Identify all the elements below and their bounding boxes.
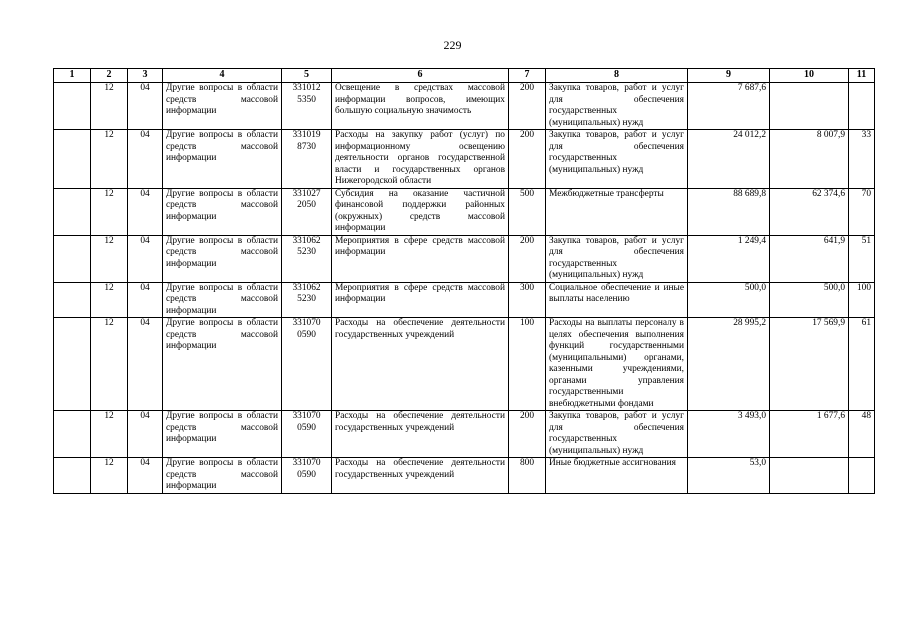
cell-subsection: 04: [128, 458, 163, 494]
cell-percent: 51: [849, 235, 875, 282]
page-number: 229: [443, 38, 462, 52]
cell-section: 12: [91, 411, 128, 458]
cell-target-name: Мероприятия в сфере средств массовой информации: [332, 282, 509, 318]
cell-target-code: 331070 0590: [282, 458, 332, 494]
cell-plan: 7 687,6: [688, 83, 770, 130]
cell-target-code: 331062 5230: [282, 235, 332, 282]
table-row: [54, 188, 875, 235]
budget-table: [53, 68, 875, 494]
cell-plan: 1 249,4: [688, 235, 770, 282]
cell-expense-code: 100: [509, 318, 546, 411]
table-row: [54, 282, 875, 318]
cell-expense-name: Расходы на выплаты персоналу в целях обеспечения выполнения функций государственными (муниципальными) органами, казенными учреждениями, органами управления государственными внебюджетными фондами: [546, 318, 688, 411]
cell-target-name: Расходы на закупку работ (услуг) по информационному освещению деятельности органов государственной власти и государственных органов Нижегородской области: [332, 130, 509, 189]
col-header: 3: [128, 69, 163, 83]
table-row: [54, 458, 875, 494]
cell-section: 12: [91, 235, 128, 282]
table-row: [54, 130, 875, 189]
cell-actual: 1 677,6: [770, 411, 849, 458]
table-row: [54, 235, 875, 282]
cell-expense-name: Закупка товаров, работ и услуг для обеспечения государственных (муниципальных) нужд: [546, 130, 688, 189]
cell-target-name: Освещение в средствах массовой информации вопросов, имеющих большую социальную значимость: [332, 83, 509, 130]
cell-subsection-name: Другие вопросы в области средств массовой информации: [163, 411, 282, 458]
cell-percent: 48: [849, 411, 875, 458]
cell-subsection-name: Другие вопросы в области средств массовой информации: [163, 83, 282, 130]
cell-target-code: 331019 8730: [282, 130, 332, 189]
cell-col1: [54, 318, 91, 411]
cell-target-code: 331012 5350: [282, 83, 332, 130]
cell-col1: [54, 411, 91, 458]
cell-target-name: Субсидия на оказание частичной финансовой поддержки районных (окружных) средств массовой информации: [332, 188, 509, 235]
cell-subsection-name: Другие вопросы в области средств массовой информации: [163, 318, 282, 411]
cell-section: 12: [91, 188, 128, 235]
cell-expense-code: 200: [509, 235, 546, 282]
cell-expense-name: Иные бюджетные ассигнования: [546, 458, 688, 494]
cell-actual: 8 007,9: [770, 130, 849, 189]
cell-subsection: 04: [128, 130, 163, 189]
cell-target-code: 331027 2050: [282, 188, 332, 235]
cell-percent: [849, 83, 875, 130]
cell-expense-code: 200: [509, 83, 546, 130]
col-header: 2: [91, 69, 128, 83]
cell-expense-name: Социальное обеспечение и иные выплаты населению: [546, 282, 688, 318]
cell-percent: 70: [849, 188, 875, 235]
cell-plan: 88 689,8: [688, 188, 770, 235]
cell-col1: [54, 188, 91, 235]
cell-actual: 641,9: [770, 235, 849, 282]
cell-section: 12: [91, 130, 128, 189]
cell-subsection: 04: [128, 411, 163, 458]
cell-subsection: 04: [128, 318, 163, 411]
cell-target-code: 331070 0590: [282, 411, 332, 458]
cell-col1: [54, 130, 91, 189]
col-header: 6: [332, 69, 509, 83]
col-header: 8: [546, 69, 688, 83]
cell-subsection: 04: [128, 282, 163, 318]
cell-actual: 62 374,6: [770, 188, 849, 235]
cell-actual: [770, 83, 849, 130]
cell-target-code: 331062 5230: [282, 282, 332, 318]
table-body: [54, 83, 875, 494]
cell-expense-name: Закупка товаров, работ и услуг для обеспечения государственных (муниципальных) нужд: [546, 411, 688, 458]
cell-plan: 3 493,0: [688, 411, 770, 458]
cell-section: 12: [91, 83, 128, 130]
cell-plan: 500,0: [688, 282, 770, 318]
cell-expense-code: 800: [509, 458, 546, 494]
cell-plan: 28 995,2: [688, 318, 770, 411]
col-header: 10: [770, 69, 849, 83]
cell-percent: 100: [849, 282, 875, 318]
cell-subsection-name: Другие вопросы в области средств массовой информации: [163, 282, 282, 318]
cell-target-name: Расходы на обеспечение деятельности государственных учреждений: [332, 411, 509, 458]
col-header: 9: [688, 69, 770, 83]
cell-expense-name: Закупка товаров, работ и услуг для обеспечения государственных (муниципальных) нужд: [546, 235, 688, 282]
col-header: 5: [282, 69, 332, 83]
col-header: 1: [54, 69, 91, 83]
cell-subsection-name: Другие вопросы в области средств массовой информации: [163, 130, 282, 189]
cell-subsection: 04: [128, 83, 163, 130]
cell-subsection-name: Другие вопросы в области средств массовой информации: [163, 458, 282, 494]
cell-expense-name: Закупка товаров, работ и услуг для обеспечения государственных (муниципальных) нужд: [546, 83, 688, 130]
cell-actual: 17 569,9: [770, 318, 849, 411]
cell-subsection: 04: [128, 235, 163, 282]
col-header: 4: [163, 69, 282, 83]
cell-col1: [54, 83, 91, 130]
col-header: 7: [509, 69, 546, 83]
col-header: 11: [849, 69, 875, 83]
cell-col1: [54, 235, 91, 282]
cell-col1: [54, 458, 91, 494]
header-row: [54, 69, 875, 83]
table-row: [54, 318, 875, 411]
cell-subsection-name: Другие вопросы в области средств массовой информации: [163, 188, 282, 235]
cell-subsection: 04: [128, 188, 163, 235]
cell-section: 12: [91, 282, 128, 318]
cell-expense-code: 200: [509, 411, 546, 458]
cell-expense-code: 500: [509, 188, 546, 235]
table-row: [54, 411, 875, 458]
cell-expense-code: 300: [509, 282, 546, 318]
cell-plan: 24 012,2: [688, 130, 770, 189]
cell-percent: 61: [849, 318, 875, 411]
cell-expense-name: Межбюджетные трансферты: [546, 188, 688, 235]
cell-target-code: 331070 0590: [282, 318, 332, 411]
cell-percent: 33: [849, 130, 875, 189]
cell-section: 12: [91, 318, 128, 411]
cell-target-name: Расходы на обеспечение деятельности государственных учреждений: [332, 458, 509, 494]
cell-section: 12: [91, 458, 128, 494]
cell-actual: [770, 458, 849, 494]
cell-plan: 53,0: [688, 458, 770, 494]
cell-subsection-name: Другие вопросы в области средств массовой информации: [163, 235, 282, 282]
cell-actual: 500,0: [770, 282, 849, 318]
cell-percent: [849, 458, 875, 494]
table-row: [54, 83, 875, 130]
cell-target-name: Расходы на обеспечение деятельности государственных учреждений: [332, 318, 509, 411]
cell-expense-code: 200: [509, 130, 546, 189]
cell-col1: [54, 282, 91, 318]
cell-target-name: Мероприятия в сфере средств массовой информации: [332, 235, 509, 282]
